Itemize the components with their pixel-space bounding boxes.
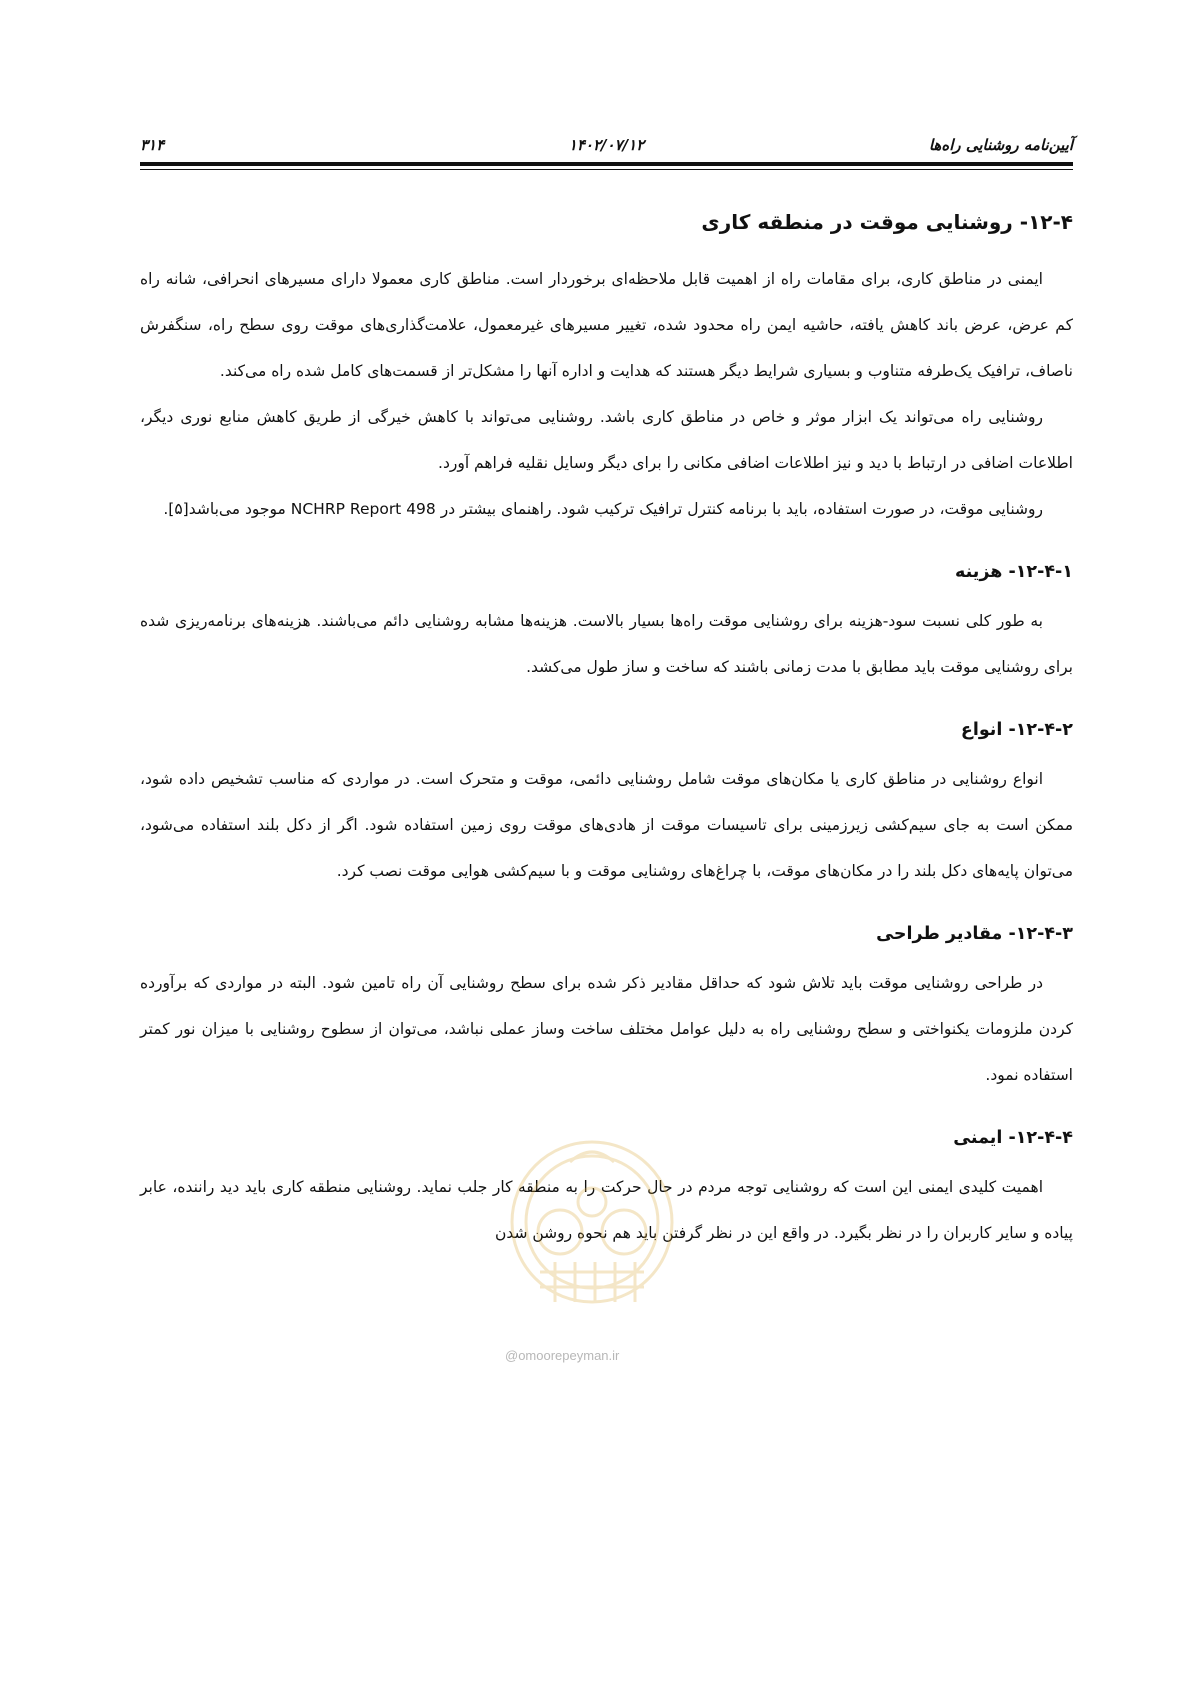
subsection-title-design-values: ۱۲-۴-۳- مقادیر طراحی — [876, 924, 1073, 944]
gear-seal-logo-icon — [500, 1122, 685, 1327]
paragraph: به طور کلی نسبت سود-هزینه برای روشنایی موقت راه‌ها بسیار بالاست. هزینه‌ها مشابه روشنایی دائم می‌باشند. هزینه‌های برنامه‌ریزی شده برای روشنایی موقت باید مطابق با مدت زمانی باشند که ساخت و ساز طول می‌کشد. — [140, 612, 1073, 676]
paragraph: انواع روشنایی در مناطق کاری یا مکان‌های موقت شامل روشنایی دائمی، موقت و متحرک است. در مواردی که مناسب تشخیص داده شود، ممکن است به جای سیم‌کشی زیرزمینی برای تاسیسات موقت از هادی‌های موقت روی زمین استفاده شود. اگر از دکل بلند استفاده می‌شود، می‌توان پایه‌های دکل بلند را در مکان‌های موقت، با چراغ‌های روشنایی موقت و با سیم‌کشی هوایی موقت نصب کرد. — [140, 770, 1073, 880]
paragraph: روشنایی موقت، در صورت استفاده، باید با برنامه کنترل ترافیک ترکیب شود. راهنمای بیشتر در NCHRP Report 498 موجود می‌باشد[۵]. — [163, 500, 1043, 518]
paragraph: ایمنی در مناطق کاری، برای مقامات راه از اهمیت قابل ملاحظه‌ای برخوردار است. مناطق کاری معمولا دارای مسیرهای انحرافی، شانه راه کم عرض، عرض باند کاهش یافته، حاشیه ایمن راه محدود شده، تغییر مسیرهای غیرمعمول، علامت‌گذاری‌های موقت روی سطح راه، سنگفرش ناصاف، ترافیک یک‌طرفه متناوب و بسیاری شرایط دیگر هستند که هدایت و اداره آنها را مشکل‌تر از قسمت‌های کامل شده راه می‌کند. — [140, 270, 1073, 380]
header-rule-thin — [140, 169, 1073, 170]
page-content — [140, 210, 1073, 1256]
page-number: ۳۱۴ — [140, 136, 165, 154]
watermark-text: @omoorepeyman.ir — [505, 1348, 620, 1363]
paragraph: در طراحی روشنایی موقت باید تلاش شود که حداقل مقادیر ذکر شده برای سطح روشنایی آن راه تامین شود. البته در مواردی که برآورده کردن ملزومات یکنواختی و سطح روشنایی راه به دلیل عوامل مختلف ساخت وساز عملی نباشد، می‌توان از سطوح روشنایی با میزان نور کمتر استفاده نمود. — [140, 974, 1073, 1084]
subsection-title-safety: ۱۲-۴-۴- ایمنی — [953, 1128, 1073, 1148]
page-header — [140, 130, 1073, 160]
subsection-title-types: ۱۲-۴-۲- انواع — [960, 720, 1073, 740]
paragraph: روشنایی راه می‌تواند یک ابزار موثر و خاص در مناطق کاری باشد. روشنایی می‌تواند با کاهش خیرگی از طریق کاهش منابع نوری دیگر، اطلاعات اضافی در ارتباط با دید و نیز اطلاعات اضافی مکانی را برای دیگر وسایل نقلیه فراهم آورد. — [140, 408, 1073, 472]
header-title: آیین‌نامه روشنایی راه‌ها — [928, 136, 1073, 154]
paragraph: اهمیت کلیدی ایمنی این است که روشنایی توجه مردم در حال حرکت را به منطقه کار جلب نماید. روشنایی منطقه کاری باید دید راننده، عابر پیاده و سایر کاربران را در نظر بگیرد. در واقع این در نظر گرفتن باید هم نحوه روشن شدن — [140, 1178, 1073, 1242]
section-title: ۱۲-۴- روشنایی موقت در منطقه کاری — [701, 210, 1073, 234]
header-date: ۱۴۰۲/۰۷/۱۲ — [568, 136, 645, 154]
subsection-title-cost: ۱۲-۴-۱- هزینه — [955, 562, 1073, 582]
header-rule-thick — [140, 162, 1073, 166]
